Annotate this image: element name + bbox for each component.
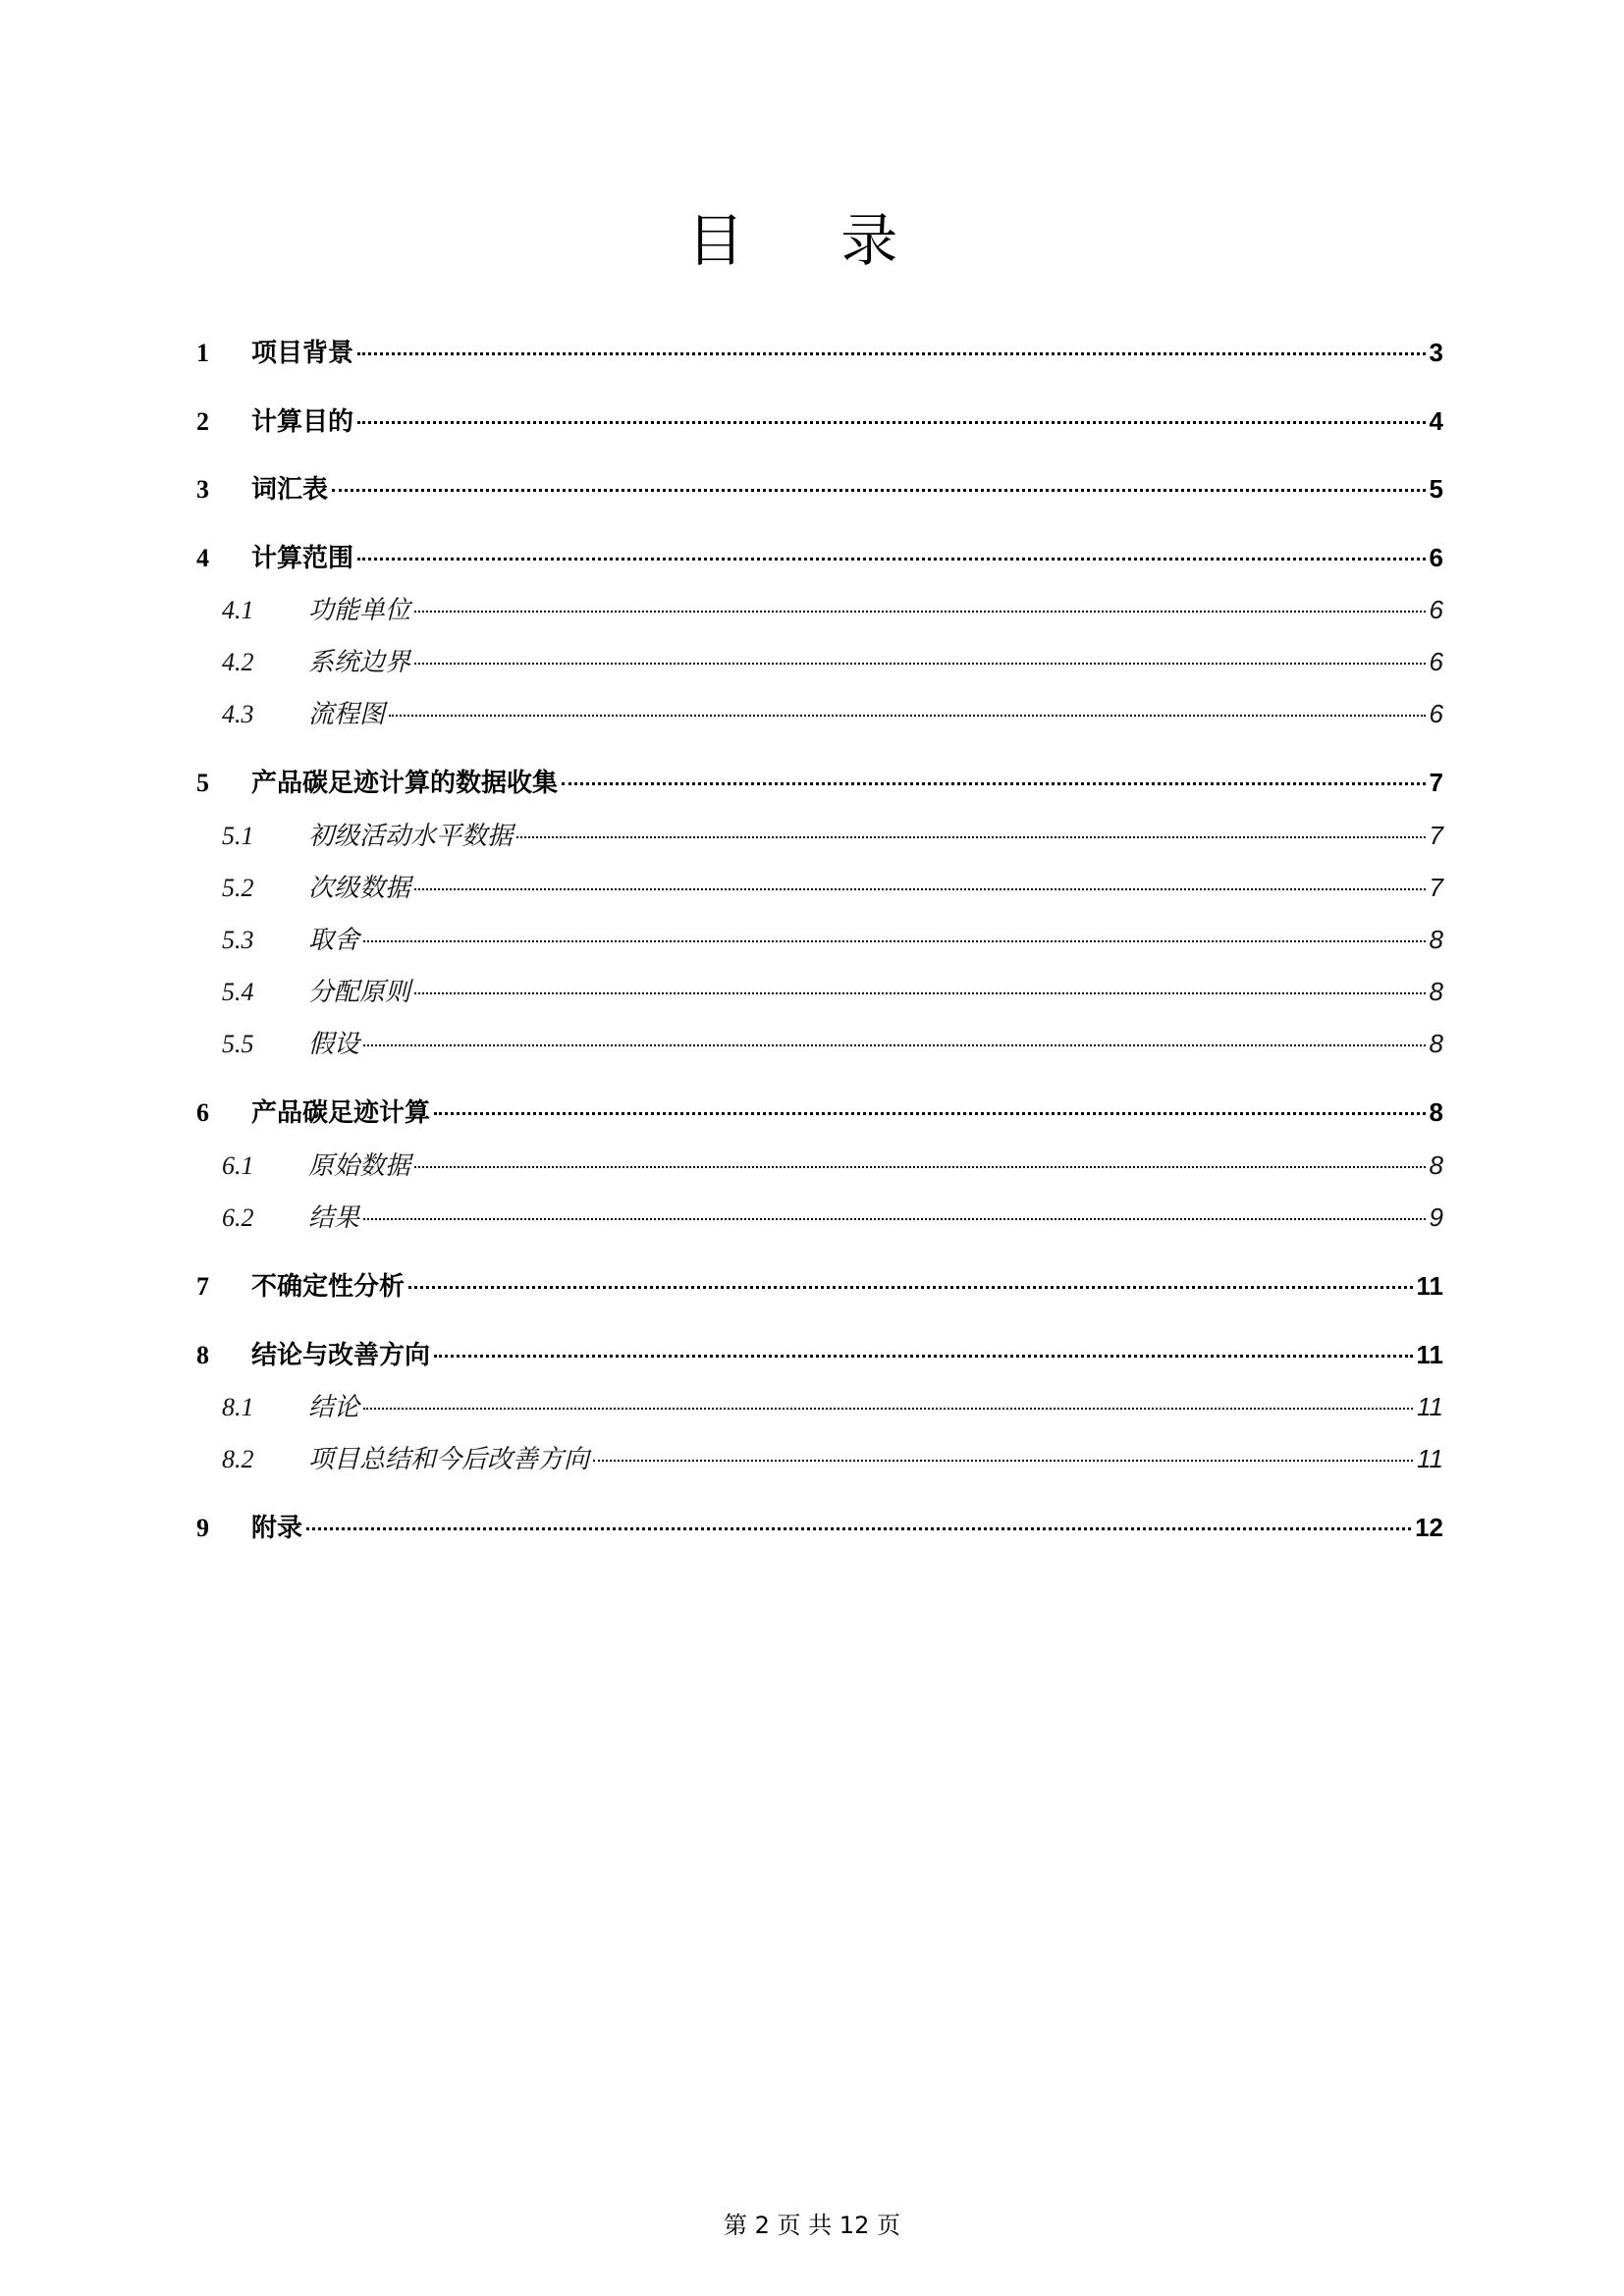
toc-entry-number: 5.2 (222, 874, 254, 902)
page-title: 目 录 (686, 207, 938, 274)
toc-entry[interactable] (196, 1266, 1443, 1306)
toc-entry-page-number: 8 (1429, 977, 1443, 1006)
toc-entry-label: 假设 (308, 1030, 360, 1059)
toc-entry-label: 产品碳足迹计算的数据收集 (251, 769, 559, 798)
toc-entry-page-number: 8 (1429, 1097, 1443, 1127)
toc-entry-label: 初级活动水平数据 (308, 822, 514, 851)
toc-entry-number: 2 (196, 407, 209, 436)
toc-subentry[interactable] (196, 1024, 1443, 1063)
toc-dot-leader (306, 1527, 1411, 1530)
toc-entry[interactable] (196, 333, 1443, 372)
toc-entry-number: 8.1 (222, 1393, 254, 1421)
toc-dot-leader (414, 888, 1426, 890)
toc-entry-number: 6.2 (222, 1203, 254, 1232)
toc-entry-label: 结论 (308, 1393, 360, 1422)
toc-entry[interactable] (196, 763, 1443, 802)
toc-entry-page-number: 11 (1417, 1392, 1443, 1421)
toc-entry-number: 9 (196, 1514, 209, 1542)
toc-entry-number: 5.1 (222, 822, 254, 850)
toc-entry-number: 4.1 (222, 596, 254, 624)
toc-entry-number: 8.2 (222, 1445, 254, 1473)
toc-entry-number: 4 (196, 544, 209, 572)
toc-entry-label: 附录 (251, 1514, 303, 1543)
toc-entry-page-number: 12 (1415, 1513, 1443, 1542)
toc-entry[interactable] (196, 469, 1443, 508)
toc-entry-label: 项目总结和今后改善方向 (308, 1445, 590, 1474)
toc-entry-page-number: 8 (1429, 925, 1443, 954)
toc-subentry[interactable] (196, 972, 1443, 1011)
toc-entry-number: 4.2 (222, 648, 254, 676)
toc-entry-label: 系统边界 (308, 648, 411, 677)
toc-subentry[interactable] (196, 694, 1443, 733)
toc-dot-leader (363, 1044, 1426, 1046)
toc-entry[interactable] (196, 1093, 1443, 1132)
toc-entry-label: 项目背景 (251, 339, 354, 368)
toc-entry-label: 结果 (308, 1203, 360, 1233)
toc-entry-page-number: 4 (1429, 406, 1443, 436)
toc-subentry[interactable] (196, 1387, 1443, 1426)
toc-entry-number: 5.5 (222, 1030, 254, 1058)
toc-entry[interactable] (196, 1508, 1443, 1547)
toc-entry[interactable] (196, 401, 1443, 441)
toc-entry-page-number: 7 (1429, 821, 1443, 850)
toc-dot-leader (562, 782, 1426, 785)
page-footer: 第 2 页 共 12 页 (724, 2212, 900, 2239)
toc-dot-leader (408, 1286, 1412, 1289)
toc-entry-page-number: 11 (1417, 1444, 1443, 1473)
toc-entry-page-number: 11 (1416, 1340, 1443, 1369)
toc-entry-label: 计算范围 (251, 544, 354, 573)
toc-entry-label: 功能单位 (308, 596, 411, 625)
toc-entry-number: 5 (196, 769, 209, 797)
toc-entry-page-number: 3 (1429, 338, 1443, 367)
toc-entry-label: 原始数据 (308, 1151, 411, 1181)
toc-subentry[interactable] (196, 1146, 1443, 1185)
toc-entry-number: 7 (196, 1272, 209, 1301)
toc-dot-leader (414, 992, 1426, 994)
toc-subentry[interactable] (196, 816, 1443, 855)
toc-entry-page-number: 11 (1416, 1271, 1443, 1301)
toc-entry-label: 产品碳足迹计算 (251, 1098, 431, 1128)
toc-dot-leader (414, 1166, 1426, 1168)
toc-dot-leader (363, 940, 1426, 942)
toc-dot-leader (363, 1218, 1426, 1220)
toc-entry-label: 流程图 (308, 700, 386, 729)
toc-entry-page-number: 6 (1429, 647, 1443, 676)
toc-dot-leader (332, 489, 1426, 492)
toc-subentry[interactable] (196, 642, 1443, 681)
toc-subentry[interactable] (196, 868, 1443, 907)
toc-entry-number: 1 (196, 339, 209, 367)
toc-entry[interactable] (196, 538, 1443, 577)
toc-entry-page-number: 5 (1429, 474, 1443, 504)
toc-entry-label: 分配原则 (308, 978, 411, 1007)
toc-dot-leader (357, 558, 1426, 561)
toc-dot-leader (357, 421, 1426, 424)
toc-dot-leader (363, 1408, 1413, 1410)
toc-entry-page-number: 7 (1429, 768, 1443, 797)
toc-entry-number: 8 (196, 1341, 209, 1369)
toc-entry-page-number: 6 (1429, 543, 1443, 572)
toc-entry-page-number: 7 (1429, 873, 1443, 902)
toc-dot-leader (357, 352, 1426, 355)
toc-subentry[interactable] (196, 1439, 1443, 1478)
toc-dot-leader (434, 1112, 1426, 1115)
toc-entry-label: 取舍 (308, 926, 360, 955)
toc-dot-leader (389, 715, 1426, 717)
toc-entry-label: 不确定性分析 (251, 1272, 406, 1302)
toc-entry-label: 次级数据 (308, 874, 411, 903)
toc-subentry[interactable] (196, 920, 1443, 959)
toc-entry-page-number: 9 (1429, 1202, 1443, 1232)
toc-entry-page-number: 6 (1429, 595, 1443, 624)
toc-entry-number: 5.4 (222, 978, 254, 1006)
toc-subentry[interactable] (196, 590, 1443, 629)
toc-dot-leader (516, 836, 1426, 838)
toc-entry-page-number: 8 (1429, 1150, 1443, 1180)
toc-entry[interactable] (196, 1335, 1443, 1374)
toc-dot-leader (593, 1460, 1413, 1462)
toc-dot-leader (434, 1355, 1412, 1358)
toc-entry-number: 3 (196, 475, 209, 504)
toc-dot-leader (414, 611, 1426, 613)
toc-subentry[interactable] (196, 1198, 1443, 1237)
toc-entry-number: 5.3 (222, 926, 254, 954)
toc-entry-number: 6 (196, 1098, 209, 1127)
toc-entry-label: 结论与改善方向 (251, 1341, 431, 1370)
toc-dot-leader (414, 663, 1426, 665)
toc-entry-number: 4.3 (222, 700, 254, 728)
toc-entry-page-number: 8 (1429, 1029, 1443, 1058)
toc-entry-label: 计算目的 (251, 407, 354, 437)
toc-entry-number: 6.1 (222, 1151, 254, 1180)
toc-entry-label: 词汇表 (251, 475, 329, 505)
toc-entry-page-number: 6 (1429, 699, 1443, 728)
